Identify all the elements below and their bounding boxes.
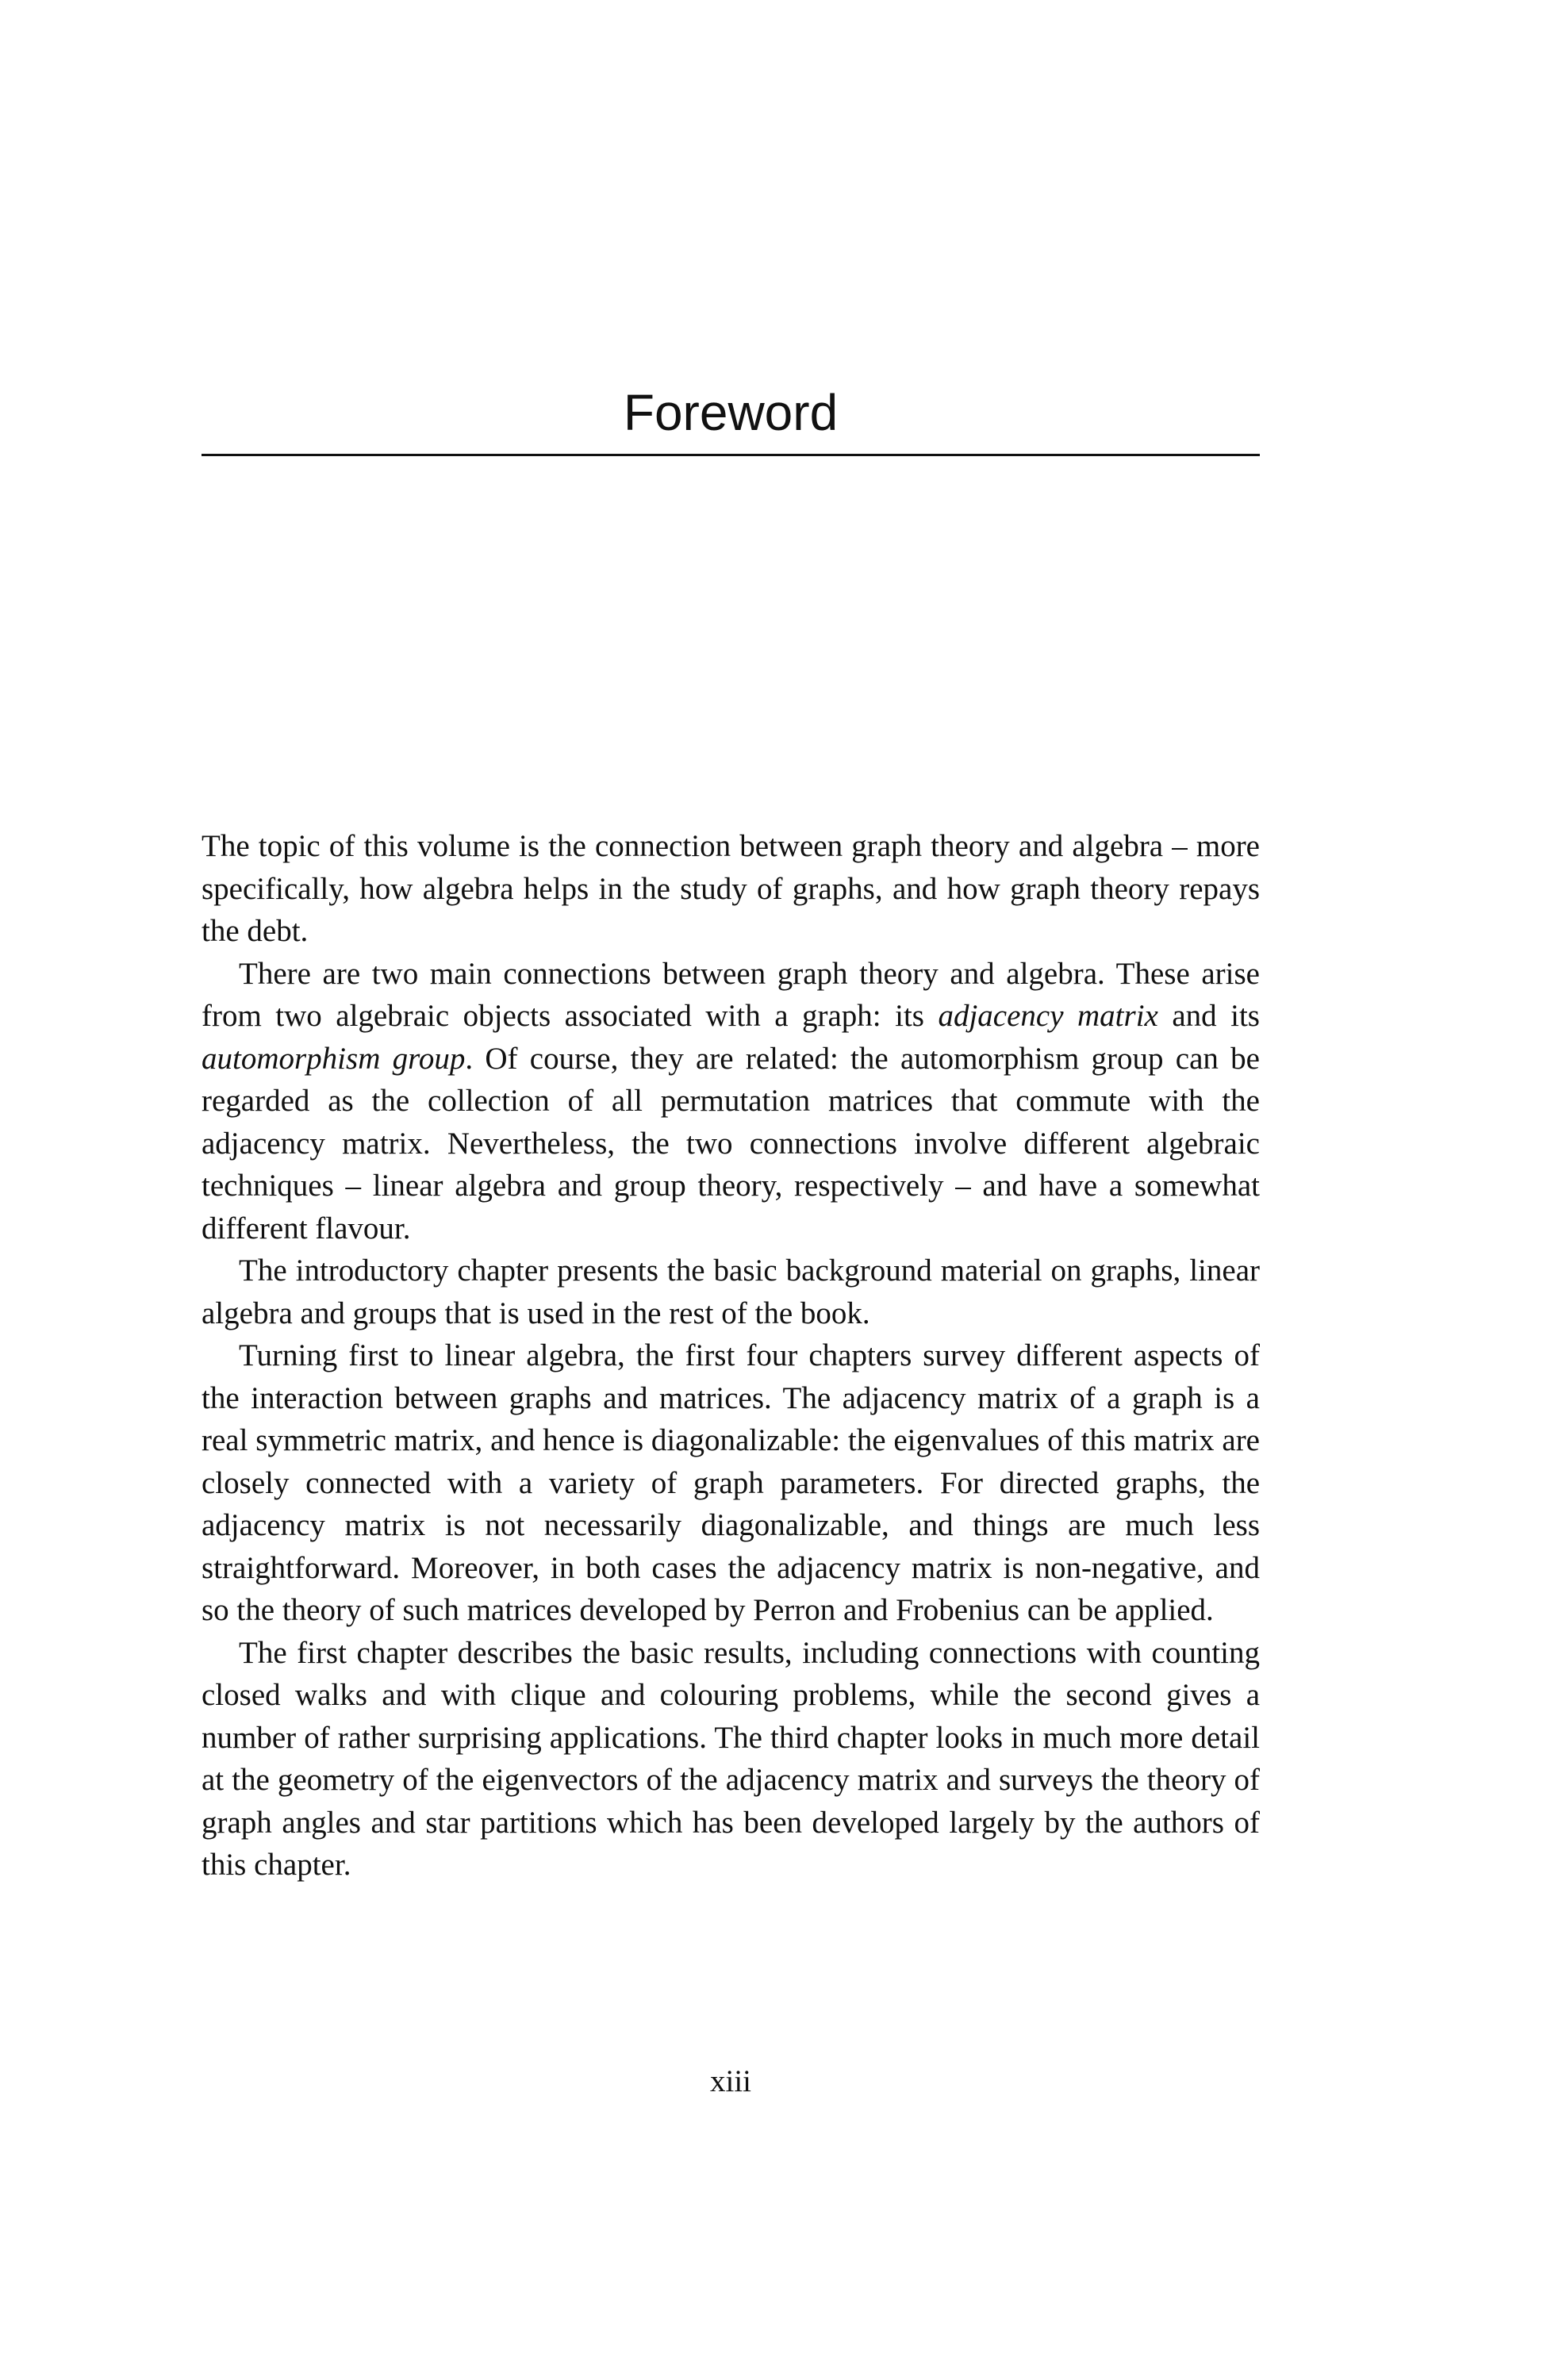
paragraph-3: The introductory chapter presents the basic background material on graphs, linear algebra and groups that is used in the rest of the book. [202, 1253, 1260, 1330]
adjacency-matrix-term: adjacency matrix [938, 999, 1158, 1033]
body-text [202, 825, 1260, 1887]
chapter-title: Foreword [623, 384, 839, 441]
automorphism-group-term: automorphism group [202, 1041, 466, 1076]
paragraph-2-part-2: and its [1157, 999, 1260, 1033]
title-rule [202, 454, 1260, 456]
paragraph-2-part-3: . Of course, they are related: the automorphism group can be regarded as the collection of all permutation matrices that commute with the adjacency matrix. Nevertheless, the two connections involve different algebraic techniques – linear algebra and group theory, respectively – and have a somewhat different flavour. [202, 1041, 1260, 1246]
paragraph-2 [202, 953, 1260, 1250]
paragraph-2-part-1: There are two main connections between graph theory and algebra. These arise from two algebraic objects associated with a graph: its [202, 956, 1260, 1033]
paragraph-5: The first chapter describes the basic results, including connections with counting closed walks and with clique and colouring problems, while the second gives a number of rather surprising applications. The third chapter looks in much more detail at the geometry of the eigenvectors of the adjacency matrix and surveys the theory of graph angles and star partitions which has been developed largely by the authors of this chapter. [202, 1635, 1260, 1882]
page-number: xiii [709, 2064, 751, 2098]
paragraph-1: The topic of this volume is the connection between graph theory and algebra – more specifically, how algebra helps in the study of graphs, and how graph theory repays the debt. [202, 829, 1260, 948]
paragraph-4: Turning first to linear algebra, the first four chapters survey different aspects of the interaction between graphs and matrices. The adjacency matrix of a graph is a real symmetric matrix, and hence is diagonalizable: the eigenvalues of this matrix are closely connected with a variety of graph parameters. For directed graphs, the adjacency matrix is not necessarily diagonalizable, and things are much less straightforward. Moreover, in both cases the adjacency matrix is non-negative, and so the theory of such matrices developed by Perron and Frobenius can be applied. [202, 1338, 1260, 1627]
